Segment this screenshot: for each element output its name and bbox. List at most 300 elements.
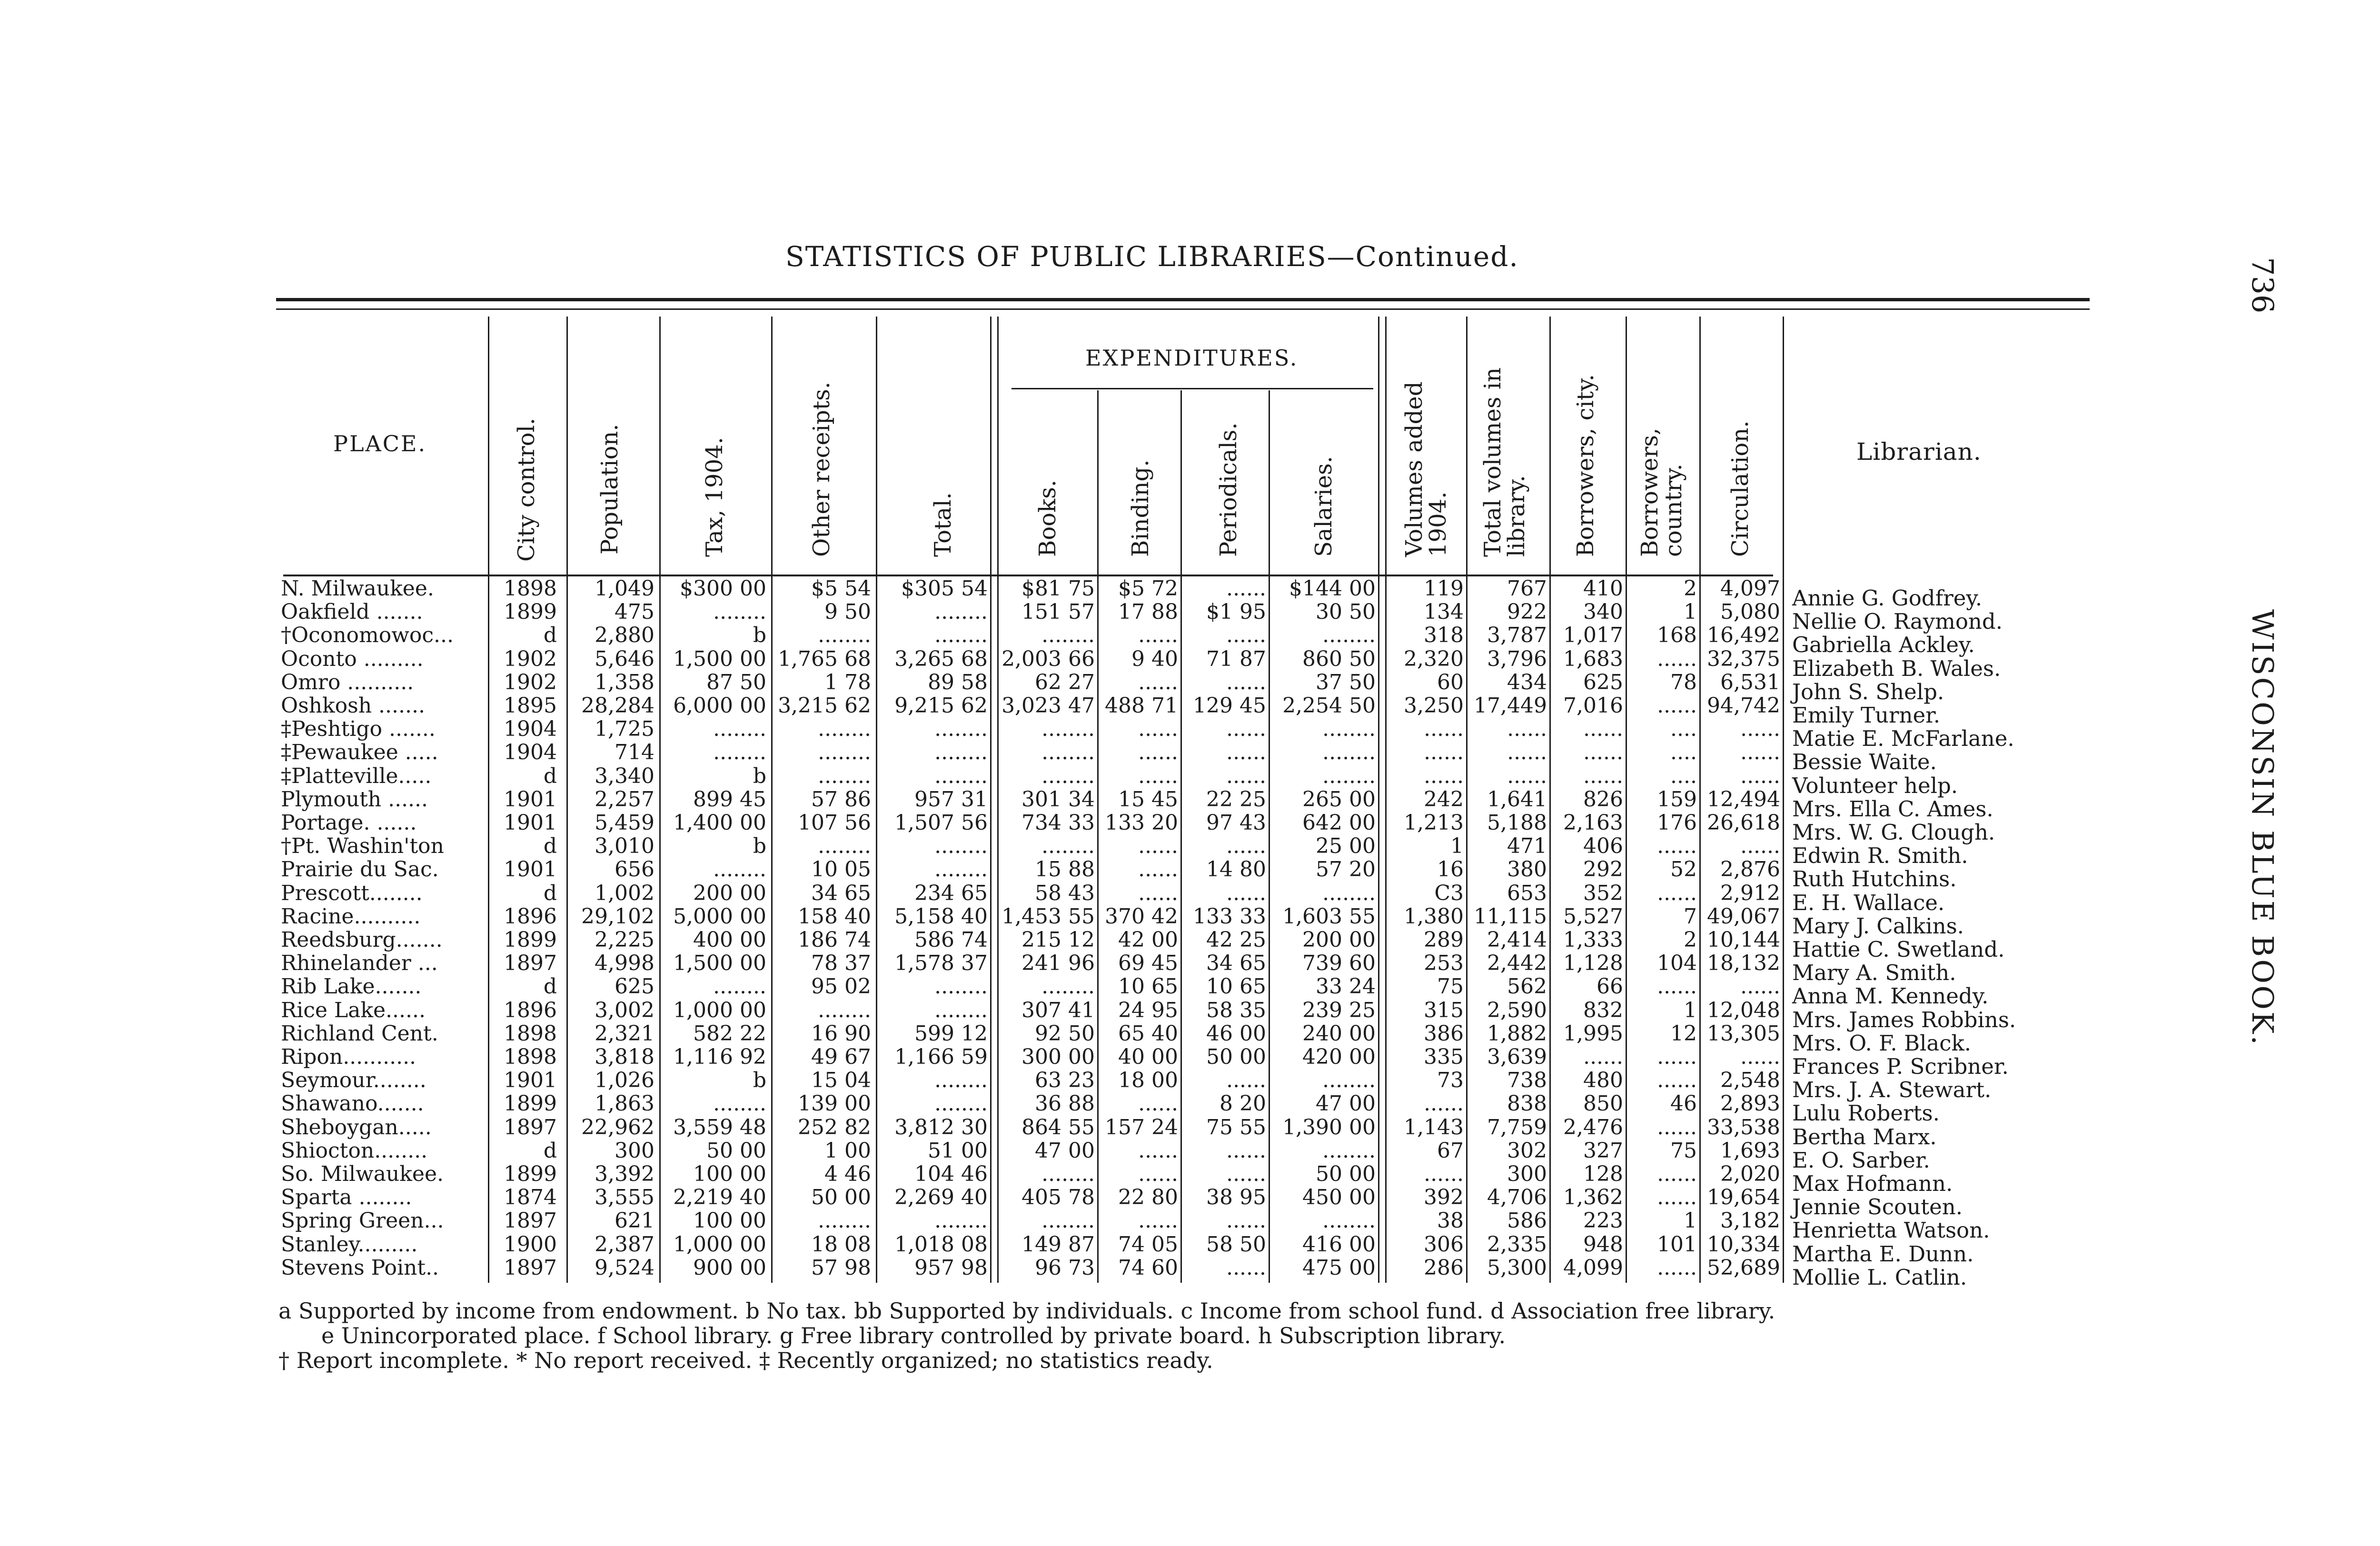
header-volumes-added-year: 1904. (1425, 491, 1451, 557)
table-row (0, 623, 2094, 658)
cell-binding: 17 88 (1118, 600, 1178, 624)
cell-borr-country: 176 (1657, 811, 1697, 835)
cell-periodicals: 97 43 (1206, 811, 1266, 835)
cell-borr-country: ...... (1657, 1185, 1697, 1210)
cell-borr-city: 1,333 (1563, 928, 1623, 952)
cell-binding: 488 71 (1105, 694, 1178, 718)
cell-circ: ...... (1740, 974, 1780, 999)
table-row (0, 881, 2094, 915)
cell-tax: b (753, 763, 766, 788)
header-population: Population. (596, 424, 623, 555)
cell-vol-added: 242 (1424, 787, 1464, 812)
cell-total: 5,158 40 (894, 904, 988, 929)
cell-control: 1901 (504, 857, 557, 882)
cell-circ: 33,538 (1707, 1115, 1780, 1140)
cell-borr-country: ...... (1657, 646, 1697, 671)
header-city-control: City control. (513, 417, 540, 562)
table-row (0, 763, 2094, 798)
cell-tax: b (753, 834, 766, 859)
cell-librarian: Ruth Hutchins. (1792, 866, 1957, 892)
cell-binding: ...... (1138, 763, 1178, 788)
cell-pop: 1,725 (595, 717, 654, 742)
cell-tax: b (753, 1068, 766, 1093)
cell-control: d (543, 623, 557, 648)
cell-circ: 2,020 (1720, 1162, 1780, 1186)
cell-circ: 2,893 (1720, 1091, 1780, 1116)
cell-librarian: Mary J. Calkins. (1792, 913, 1964, 939)
cell-other: $5 54 (811, 576, 871, 601)
cell-pop: 3,555 (595, 1185, 654, 1210)
cell-tax: 400 00 (693, 928, 766, 952)
cell-circ: 5,080 (1720, 600, 1780, 624)
cell-total-vol: 838 (1507, 1091, 1547, 1116)
header-borrowers-city: Borrowers, city. (1572, 374, 1599, 557)
cell-binding: 69 45 (1118, 951, 1178, 976)
cell-place: ‡Peshtigo ....... (281, 717, 436, 742)
cell-salaries: 200 00 (1302, 928, 1376, 952)
table-row (0, 974, 2094, 1009)
cell-books: 63 23 (1035, 1068, 1095, 1093)
cell-place: Sparta ........ (281, 1185, 412, 1210)
table-row (0, 670, 2094, 704)
cell-borr-country: ...... (1657, 1045, 1697, 1069)
cell-circ: 1,693 (1720, 1138, 1780, 1163)
cell-books: 36 88 (1035, 1091, 1095, 1116)
header-place: PLACE. (333, 431, 427, 456)
cell-pop: 2,387 (595, 1232, 654, 1257)
cell-borr-country: 2 (1684, 928, 1697, 952)
cell-salaries: 860 50 (1302, 646, 1376, 671)
cell-control: 1895 (504, 694, 557, 718)
cell-periodicals: ...... (1226, 881, 1266, 905)
cell-salaries: $144 00 (1289, 576, 1376, 601)
cell-place: †Pt. Washin'ton (281, 834, 444, 859)
cell-books: 2,003 66 (1002, 646, 1095, 671)
header-circulation: Circulation. (1727, 420, 1754, 557)
cell-control: 1902 (504, 670, 557, 694)
cell-control: 1897 (504, 1255, 557, 1280)
cell-borr-country: ...... (1657, 881, 1697, 905)
cell-total-vol: 4,706 (1487, 1185, 1547, 1210)
cell-pop: 5,459 (595, 811, 654, 835)
cell-binding: ...... (1138, 1138, 1178, 1163)
cell-circ: 4,097 (1720, 576, 1780, 601)
cell-circ: 49,067 (1707, 904, 1780, 929)
cell-binding: 65 40 (1118, 1021, 1178, 1046)
cell-binding: 10 65 (1118, 974, 1178, 999)
table-row (0, 811, 2094, 845)
cell-circ: 12,494 (1707, 787, 1780, 812)
cell-total: 3,812 30 (894, 1115, 988, 1140)
cell-periodicals: ...... (1226, 623, 1266, 648)
expenditures-underline (1012, 388, 1373, 389)
cell-borr-city: 7,016 (1563, 694, 1623, 718)
cell-borr-city: 625 (1583, 670, 1623, 694)
cell-total: ........ (934, 1091, 988, 1116)
cell-vol-added: 3,250 (1404, 694, 1464, 718)
cell-circ: 16,492 (1707, 623, 1780, 648)
cell-salaries: 1,390 00 (1282, 1115, 1376, 1140)
cell-tax: 900 00 (693, 1255, 766, 1280)
cell-librarian: Mrs. W. G. Clough. (1792, 820, 1995, 845)
cell-total-vol: 5,300 (1487, 1255, 1547, 1280)
cell-periodicals: ...... (1226, 740, 1266, 765)
table-row (0, 576, 2094, 611)
cell-librarian: Mrs. Ella C. Ames. (1792, 796, 1993, 822)
cell-total: 1,166 59 (894, 1045, 988, 1069)
cell-periodicals: ...... (1226, 1209, 1266, 1233)
cell-pop: 3,002 (595, 998, 654, 1022)
cell-vol-added: 2,320 (1404, 646, 1464, 671)
cell-books: 92 50 (1035, 1021, 1095, 1046)
cell-total-vol: 380 (1507, 857, 1547, 882)
header-borrowers-country-2: country. (1660, 464, 1687, 557)
cell-other: 95 02 (811, 974, 871, 999)
cell-control: d (543, 974, 557, 999)
cell-place: Seymour........ (281, 1068, 426, 1093)
cell-borr-country: ...... (1657, 974, 1697, 999)
cell-books: ........ (1041, 1209, 1095, 1233)
cell-control: 1901 (504, 787, 557, 812)
cell-tax: 1,000 00 (673, 1232, 766, 1257)
cell-place: Stanley......... (281, 1232, 418, 1257)
cell-total-vol: ...... (1507, 763, 1547, 788)
cell-total: ........ (934, 974, 988, 999)
cell-periodicals: ...... (1226, 1255, 1266, 1280)
cell-periodicals: ...... (1226, 1162, 1266, 1186)
cell-other: 34 65 (811, 881, 871, 905)
cell-binding: ...... (1138, 717, 1178, 742)
cell-total-vol: 2,414 (1487, 928, 1547, 952)
cell-tax: ........ (713, 717, 766, 742)
cell-other: 57 98 (811, 1255, 871, 1280)
cell-salaries: 240 00 (1302, 1021, 1376, 1046)
cell-control: 1896 (504, 998, 557, 1022)
cell-control: 1899 (504, 928, 557, 952)
cell-control: 1899 (504, 1162, 557, 1186)
cell-total-vol: 302 (1507, 1138, 1547, 1163)
cell-books: ........ (1041, 763, 1095, 788)
table-row (0, 1091, 2094, 1126)
cell-borr-city: 948 (1583, 1232, 1623, 1257)
cell-borr-country: 159 (1657, 787, 1697, 812)
cell-pop: 1,049 (595, 576, 654, 601)
table-row (0, 646, 2094, 681)
table-row (0, 951, 2094, 986)
cell-binding: 74 60 (1118, 1255, 1178, 1280)
cell-vol-added: 119 (1424, 576, 1464, 601)
cell-circ: 52,689 (1707, 1255, 1780, 1280)
cell-librarian: Anna M. Kennedy. (1792, 983, 1989, 1009)
cell-books: 58 43 (1035, 881, 1095, 905)
cell-tax: 1,400 00 (673, 811, 766, 835)
cell-pop: 300 (615, 1138, 654, 1163)
cell-librarian: Mrs. James Robbins. (1792, 1007, 2016, 1032)
cell-librarian: E. H. Wallace. (1792, 890, 1945, 915)
cell-tax: 100 00 (693, 1209, 766, 1233)
cell-borr-country: ...... (1657, 834, 1697, 859)
cell-periodicals: 50 00 (1206, 1045, 1266, 1069)
cell-pop: 3,010 (595, 834, 654, 859)
cell-borr-country: 1 (1684, 600, 1697, 624)
cell-pop: 2,225 (595, 928, 654, 952)
table-row (0, 1209, 2094, 1243)
cell-periodicals: 22 25 (1206, 787, 1266, 812)
cell-periodicals: 71 87 (1206, 646, 1266, 671)
page-title: STATISTICS OF PUBLIC LIBRARIES—Continued. (785, 240, 1519, 273)
cell-books: 301 34 (1021, 787, 1095, 812)
cell-tax: 3,559 48 (673, 1115, 766, 1140)
cell-vol-added: 315 (1424, 998, 1464, 1022)
cell-borr-city: ...... (1583, 717, 1623, 742)
cell-circ: 10,334 (1707, 1232, 1780, 1257)
cell-borr-city: 128 (1583, 1162, 1623, 1186)
cell-salaries: ........ (1322, 1209, 1376, 1233)
cell-place: Prairie du Sac. (281, 857, 439, 882)
cell-other: ........ (818, 740, 871, 765)
cell-borr-city: 1,683 (1563, 646, 1623, 671)
cell-librarian: Mrs. O. F. Black. (1792, 1030, 1972, 1056)
cell-vol-added: 60 (1437, 670, 1464, 694)
header-total-volumes-library: library. (1503, 475, 1530, 557)
cell-salaries: 2,254 50 (1282, 694, 1376, 718)
cell-other: ........ (818, 1209, 871, 1233)
cell-borr-city: 1,995 (1563, 1021, 1623, 1046)
cell-control: 1900 (504, 1232, 557, 1257)
cell-borr-country: ...... (1657, 1162, 1697, 1186)
cell-place: Oshkosh ....... (281, 694, 425, 718)
cell-vol-added: 306 (1424, 1232, 1464, 1257)
cell-total-vol: 3,787 (1487, 623, 1547, 648)
cell-periodicals: 58 35 (1206, 998, 1266, 1022)
cell-salaries: 265 00 (1302, 787, 1376, 812)
cell-total-vol: 767 (1507, 576, 1547, 601)
cell-circ: 19,654 (1707, 1185, 1780, 1210)
cell-librarian: E. O. Sarber. (1792, 1147, 1930, 1173)
cell-vol-added: 286 (1424, 1255, 1464, 1280)
table-row (0, 740, 2094, 775)
cell-control: 1897 (504, 1115, 557, 1140)
cell-circ: 2,876 (1720, 857, 1780, 882)
cell-other: 252 82 (798, 1115, 871, 1140)
cell-pop: 22,962 (581, 1115, 654, 1140)
cell-borr-country: ...... (1657, 1068, 1697, 1093)
cell-salaries: 50 00 (1316, 1162, 1376, 1186)
cell-vol-added: 1,213 (1404, 811, 1464, 835)
cell-librarian: Martha E. Dunn. (1792, 1241, 1974, 1267)
cell-books: 149 87 (1021, 1232, 1095, 1257)
table-row (0, 1068, 2094, 1103)
cell-binding: 15 45 (1118, 787, 1178, 812)
cell-place: N. Milwaukee. (281, 576, 434, 601)
cell-vol-added: 253 (1424, 951, 1464, 976)
cell-circ: 94,742 (1707, 694, 1780, 718)
cell-pop: 5,646 (595, 646, 654, 671)
cell-place: Oconto ......... (281, 646, 424, 671)
table-row (0, 904, 2094, 939)
cell-circ: ...... (1740, 1045, 1780, 1069)
cell-binding: ...... (1138, 1091, 1178, 1116)
cell-periodicals: ...... (1226, 763, 1266, 788)
cell-librarian: Henrietta Watson. (1792, 1218, 1990, 1243)
cell-control: 1874 (504, 1185, 557, 1210)
cell-total: 234 65 (914, 881, 988, 905)
cell-other: 16 90 (811, 1021, 871, 1046)
cell-borr-city: 340 (1583, 600, 1623, 624)
cell-borr-city: ...... (1583, 763, 1623, 788)
cell-books: 3,023 47 (1002, 694, 1095, 718)
cell-librarian: Nellie O. Raymond. (1792, 609, 2003, 634)
cell-circ: 2,912 (1720, 881, 1780, 905)
cell-total-vol: 17,449 (1474, 694, 1547, 718)
cell-borr-country: ...... (1657, 1255, 1697, 1280)
cell-vol-added: 318 (1424, 623, 1464, 648)
cell-circ: 12,048 (1707, 998, 1780, 1022)
cell-place: Shiocton........ (281, 1138, 428, 1163)
cell-salaries: 1,603 55 (1282, 904, 1376, 929)
cell-borr-country: 2 (1684, 576, 1697, 601)
cell-total: ........ (934, 600, 988, 624)
cell-place: ‡Platteville..... (281, 763, 432, 788)
cell-vol-added: 1,143 (1404, 1115, 1464, 1140)
cell-salaries: ........ (1322, 740, 1376, 765)
cell-pop: 475 (615, 600, 654, 624)
cell-control: d (543, 881, 557, 905)
cell-place: Rice Lake...... (281, 998, 426, 1022)
cell-salaries: 450 00 (1302, 1185, 1376, 1210)
cell-tax: 582 22 (693, 1021, 766, 1046)
cell-tax: ........ (713, 974, 766, 999)
table-row (0, 1232, 2094, 1267)
cell-tax: ........ (713, 1091, 766, 1116)
cell-total-vol: 471 (1507, 834, 1547, 859)
cell-binding: 24 95 (1118, 998, 1178, 1022)
cell-control: 1901 (504, 811, 557, 835)
cell-place: Spring Green... (281, 1209, 444, 1233)
cell-periodicals: ...... (1226, 670, 1266, 694)
cell-total-vol: 1,882 (1487, 1021, 1547, 1046)
cell-other: 50 00 (811, 1185, 871, 1210)
cell-circ: ...... (1740, 740, 1780, 765)
cell-salaries: ........ (1322, 717, 1376, 742)
cell-books: 241 96 (1021, 951, 1095, 976)
cell-salaries: 416 00 (1302, 1232, 1376, 1257)
cell-total: ........ (934, 717, 988, 742)
cell-salaries: 25 00 (1316, 834, 1376, 859)
cell-binding: 42 00 (1118, 928, 1178, 952)
cell-periodicals: ...... (1226, 1068, 1266, 1093)
cell-binding: ...... (1138, 881, 1178, 905)
top-rule-thin (276, 308, 2090, 310)
cell-tax: $300 00 (680, 576, 766, 601)
cell-total: $305 54 (901, 576, 988, 601)
header-other-receipts: Other receipts. (808, 381, 835, 557)
cell-place: So. Milwaukee. (281, 1162, 444, 1186)
cell-borr-country: 46 (1670, 1091, 1697, 1116)
cell-circ: 13,305 (1707, 1021, 1780, 1046)
cell-pop: 9,524 (595, 1255, 654, 1280)
cell-other: 57 86 (811, 787, 871, 812)
cell-circ: 32,375 (1707, 646, 1780, 671)
cell-books: 300 00 (1021, 1045, 1095, 1069)
cell-borr-city: 480 (1583, 1068, 1623, 1093)
cell-total-vol: 300 (1507, 1162, 1547, 1186)
cell-total-vol: 2,335 (1487, 1232, 1547, 1257)
cell-librarian: Matie E. McFarlane. (1792, 726, 2014, 752)
table-row (0, 857, 2094, 892)
cell-periodicals: 133 33 (1193, 904, 1266, 929)
cell-other: 9 50 (824, 600, 871, 624)
cell-books: 15 88 (1035, 857, 1095, 882)
cell-circ: ...... (1740, 763, 1780, 788)
cell-total-vol: 11,115 (1474, 904, 1547, 929)
cell-borr-city: ...... (1583, 1045, 1623, 1069)
cell-tax: 1,000 00 (673, 998, 766, 1022)
cell-borr-country: .... (1670, 717, 1697, 742)
cell-pop: 3,340 (595, 763, 654, 788)
cell-total: 586 74 (914, 928, 988, 952)
cell-borr-city: 832 (1583, 998, 1623, 1022)
cell-place: Ripon........... (281, 1045, 416, 1069)
cell-total-vol: 434 (1507, 670, 1547, 694)
cell-tax: 1,500 00 (673, 646, 766, 671)
cell-other: ........ (818, 834, 871, 859)
cell-vol-added: 73 (1437, 1068, 1464, 1093)
cell-tax: 50 00 (706, 1138, 766, 1163)
cell-books: ........ (1041, 974, 1095, 999)
cell-books: 215 12 (1021, 928, 1095, 952)
table-row (0, 928, 2094, 962)
cell-other: 139 00 (798, 1091, 871, 1116)
cell-other: 107 56 (798, 811, 871, 835)
cell-control: 1898 (504, 1045, 557, 1069)
cell-borr-city: 1,128 (1563, 951, 1623, 976)
cell-place: Richland Cent. (281, 1021, 438, 1046)
cell-total-vol: 922 (1507, 600, 1547, 624)
cell-salaries: ........ (1322, 1068, 1376, 1093)
footnote-line-1: a Supported by income from endowment. b No tax. bb Supported by individuals. c Income from school fund. d Association free library. (278, 1298, 1775, 1324)
cell-borr-country: 75 (1670, 1138, 1697, 1163)
cell-control: 1899 (504, 1091, 557, 1116)
cell-total: ........ (934, 1068, 988, 1093)
cell-salaries: ........ (1322, 1138, 1376, 1163)
cell-binding: ...... (1138, 740, 1178, 765)
cell-tax: 2,219 40 (673, 1185, 766, 1210)
cell-total-vol: 5,188 (1487, 811, 1547, 835)
cell-borr-city: 410 (1583, 576, 1623, 601)
cell-place: †Oconomowoc... (281, 623, 454, 648)
table-row (0, 717, 2094, 752)
header-volumes-added: Volumes added (1401, 381, 1428, 557)
cell-librarian: Hattie C. Swetland. (1792, 937, 2005, 962)
cell-vol-added: ...... (1424, 717, 1464, 742)
cell-pop: 3,392 (595, 1162, 654, 1186)
cell-circ: ...... (1740, 834, 1780, 859)
cell-place: Shawano....... (281, 1091, 424, 1116)
cell-total: ........ (934, 857, 988, 882)
cell-total: 89 58 (928, 670, 988, 694)
cell-periodicals: 8 20 (1220, 1091, 1266, 1116)
cell-place: ‡Pewaukee ..... (281, 740, 438, 765)
cell-total: 957 98 (914, 1255, 988, 1280)
cell-total-vol: 738 (1507, 1068, 1547, 1093)
footnote-line-3: † Report incomplete. * No report received. ‡ Recently organized; no statistics ready. (278, 1348, 1213, 1373)
cell-borr-country: 101 (1657, 1232, 1697, 1257)
cell-books: ........ (1041, 717, 1095, 742)
cell-borr-city: 223 (1583, 1209, 1623, 1233)
cell-total-vol: 1,641 (1487, 787, 1547, 812)
cell-borr-country: .... (1670, 740, 1697, 765)
